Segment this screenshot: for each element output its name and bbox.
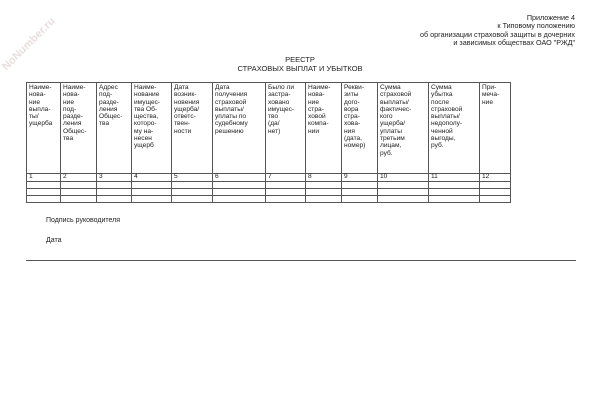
column-header: Дата возник- новения ущерба/ ответс- твен- ности [172, 83, 213, 174]
column-header: Было ли застра- ховано имущес- тво (да/ нет) [266, 83, 306, 174]
column-header: Наиме- нова- ние под- разде- ления Общес- тва [61, 83, 97, 174]
divider [26, 260, 576, 261]
column-header: Наиме- нова- ние выпла- ты/ ущерба [27, 83, 61, 174]
title-line: СТРАХОВЫХ ВЫПЛАТ И УБЫТКОВ [237, 63, 363, 73]
column-header: При- меча- ние [480, 83, 511, 174]
table-row [27, 188, 511, 195]
watermark: NoNumber.ru [0, 15, 58, 73]
appendix-note [420, 14, 575, 47]
date-label: Дата [46, 237, 62, 244]
column-number: 4 [132, 174, 172, 182]
column-number: 8 [306, 174, 342, 182]
column-number: 3 [97, 174, 132, 182]
appendix-line: к Типовому положению [497, 21, 575, 31]
column-header: Наиме- нова- ние стра- ховой компа- нии [306, 83, 342, 174]
column-number: 5 [172, 174, 213, 182]
column-number: 12 [480, 174, 511, 182]
column-number: 6 [213, 174, 266, 182]
column-header: Адрес под- разде- ления Общес- тва [97, 83, 132, 174]
column-number: 7 [266, 174, 306, 182]
register-table [26, 82, 511, 203]
column-header: Сумма страховой выплаты/ фактичес- кого ущерба/ уплаты третьим лицам, руб. [378, 83, 429, 174]
column-header: Рекви- зиты дого- вора стра- хова- ния (дата, номер) [342, 83, 378, 174]
column-number: 10 [378, 174, 429, 182]
column-number: 2 [61, 174, 97, 182]
document-title [0, 56, 600, 73]
appendix-line: Приложение 4 [526, 13, 575, 22]
column-header: Дата получения страховой выплаты/ уплаты по судебному решению [213, 83, 266, 174]
table-row [27, 195, 511, 202]
title-line: РЕЕСТР [285, 55, 315, 64]
number-row [27, 174, 511, 182]
header-row [27, 83, 511, 174]
appendix-line: и зависимых обществах ОАО "РЖД" [453, 37, 575, 47]
column-number: 1 [27, 174, 61, 182]
column-number: 9 [342, 174, 378, 182]
signature-label: Подпись руководителя [46, 217, 121, 224]
appendix-line: об организации страховой защиты в дочерних [420, 29, 575, 39]
column-header: Наиме- нование имущес- тва Об- щества, которо- му на- несен ущерб [132, 83, 172, 174]
table-row [27, 181, 511, 188]
column-header: Сумма убытка после страховой выплаты/ недополу- ченной выгоды, руб. [429, 83, 480, 174]
column-number: 11 [429, 174, 480, 182]
